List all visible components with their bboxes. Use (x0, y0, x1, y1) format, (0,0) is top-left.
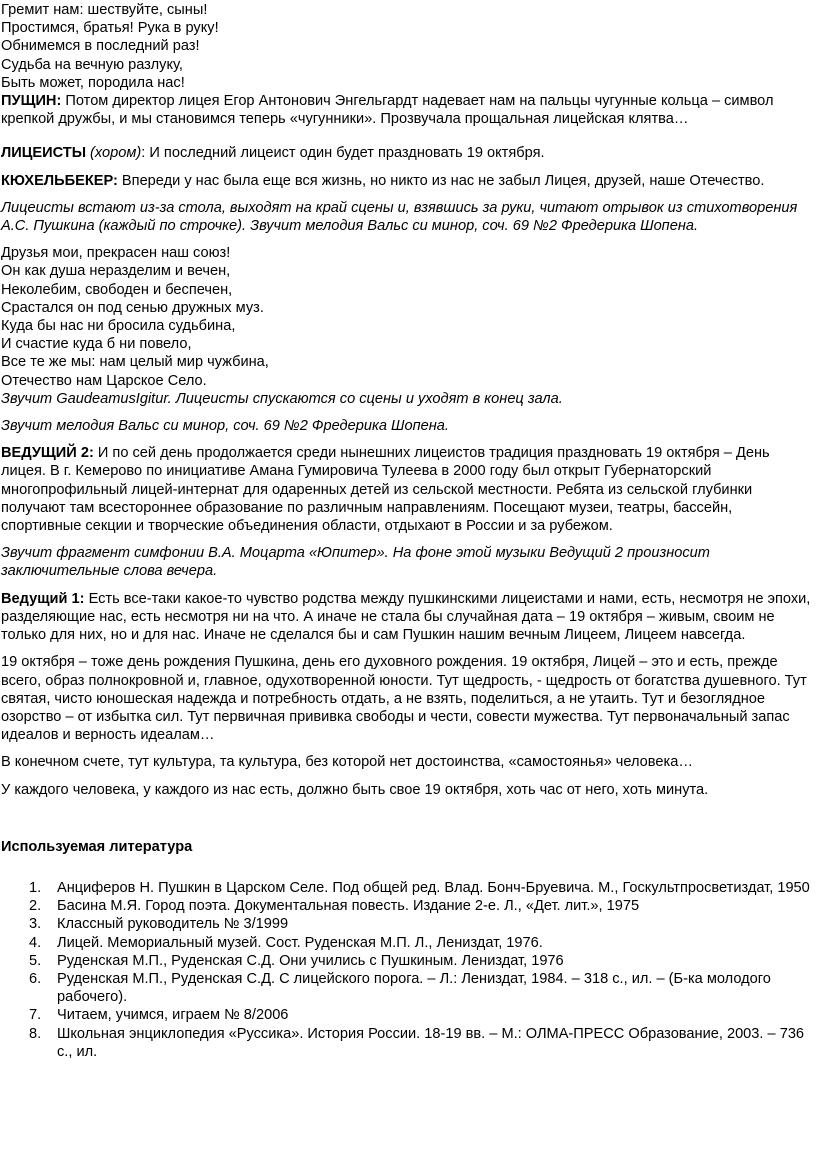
paragraph-kyuhelbeker (1, 172, 813, 190)
list-number: 8. (29, 1025, 42, 1042)
poem-line: Срастался он под сенью дружных муз. (1, 299, 264, 316)
poem-line: Друзья мои, прекрасен наш союз! (1, 245, 231, 262)
list-item (1, 970, 813, 1006)
paragraph-19-october: 19 октября – тоже день рождения Пушкина, день его духовного рождения. 19 октября, Лицей – это и есть, прежде всего, образ полнокровной и, главное, одухотворенной юности. Тут щедрость, - щедрость от богатства душевного. Тут святая, чисто юношеская надежда и потребность отдать, а не взять, поделиться, а не утаить. Тут и безоглядное озорство – от избытка сил. Тут первичная прививка свободы и чести, совести мужества. Тут первоначальный запас идеалов и верность идеалам… (1, 654, 807, 744)
literature-list (1, 879, 813, 1061)
speaker-name: КЮХЕЛЬБЕКЕР: (1, 172, 118, 189)
paragraph-liceisty (1, 144, 813, 162)
list-item (1, 1025, 813, 1061)
poem-line: Гремит нам: шествуйте, сыны! (1, 2, 208, 18)
speaker-name: ВЕДУЩИЙ 2: (1, 445, 94, 462)
poem-line: Быть может, породила нас! (1, 74, 185, 91)
poem-line: И счастие куда б ни повело, (1, 336, 192, 353)
list-number: 6. (29, 970, 42, 987)
speaker-name: ЛИЦЕИСТЫ (1, 145, 86, 162)
speaker-name: ПУЩИН: (1, 93, 62, 110)
poem-line: Все те же мы: нам целый мир чужбина, (1, 354, 269, 371)
list-item-text: Басина М.Я. Город поэта. Документальная повесть. Издание 2-е. Л., «Дет. лит.», 1975 (57, 898, 640, 915)
list-number: 5. (29, 952, 42, 969)
poem-line: Неколебим, свободен и беспечен, (1, 281, 233, 298)
poem-line: Куда бы нас ни бросила судьбина, (1, 318, 236, 335)
list-number: 7. (29, 1007, 42, 1024)
list-item (1, 879, 813, 897)
stage-direction-3: Звучит мелодия Вальс си минор, соч. 69 №2 Фредерика Шопена. (1, 418, 449, 435)
speech-text: Впереди у нас была еще вся жизнь, но никто из нас не забыл Лицея, друзей, наше Отечество. (117, 172, 765, 189)
speech-text: И по сей день продолжается среди нынешних лицеистов традиция праздновать 19 октября – День лицея. В г. Кемерово по инициативе Амана Гумировича Тулеева в 2000 году был открыт Губернаторский многопрофильный лицей-интернат для одаренных детей из сельской местности. Ребята из сельской глубинки получают там всестороннее образование по различным направлениям. Посещают музеи, театры, бассейн, спортивные секции и творческие объединения области, отдыхают в России и за рубежом. (1, 445, 770, 535)
stage-direction-4: Звучит фрагмент симфонии В.А. Моцарта «Юпитер». На фоне этой музыки Ведущий 2 произносит заключительные слова вечера. (1, 545, 710, 580)
list-number: 2. (29, 898, 42, 915)
stage-direction-1: Лицеисты встают из-за стола, выходят на край сцены и, взявшись за руки, читают отрывок из стихотворения А.С. Пушкина (каждый по строчке). Звучит мелодия Вальс си минор, соч. 69 №2 Фредерика Шопена. (1, 199, 798, 235)
poem-verse-2 (1, 244, 813, 390)
list-item (1, 934, 813, 952)
speech-text: Есть все-таки какое-то чувство родства между пушкинскими лицеистами и нами, есть, несмотря не эпохи, разделяющие нас, есть несмотря ни на что. А иначе не стала бы случайная дата – 19 октября – живым, своим не только для них, но и для нас. Иначе не сделался бы и сам Пушкин нашим вечным Лицеем, Лицеем навсегда. (1, 590, 811, 644)
stage-note: (хором) (86, 145, 142, 162)
stage-direction-2: Звучит GaudeamusIgitur. Лицеисты спускаются со сцены и уходят в конец зала. (1, 390, 563, 407)
speech-text: Потом директор лицея Егор Антонович Энгельгардт надевает нам на пальцы чугунные кольца – символ крепкой дружбы, и мы становимся теперь «чугунники». Прозвучала прощальная лицейская клятва… (1, 93, 774, 128)
list-item-text: Классный руководитель № 3/1999 (57, 916, 289, 933)
paragraph-vedushchiy-2 (1, 444, 813, 535)
paragraph-vedushchiy-1 (1, 590, 813, 645)
list-item (1, 1006, 813, 1024)
paragraph-pushchin (1, 92, 813, 128)
list-item-text: Лицей. Мемориальный музей. Сост. Руденская М.П. Л., Лениздат, 1976. (57, 934, 543, 951)
poem-line: Простимся, братья! Рука в руку! (1, 20, 219, 37)
list-item (1, 952, 813, 970)
list-item-text: Руденская М.П., Руденская С.Д. Они учились с Пушкиным. Лениздат, 1976 (57, 952, 564, 969)
list-item-text: Руденская М.П., Руденская С.Д. С лицейского порога. – Л.: Лениздат, 1984. – 318 с., ил. – (Б-ка молодого рабочего). (57, 970, 771, 1006)
list-number: 4. (29, 934, 42, 951)
paragraph-every-person: У каждого человека, у каждого из нас есть, должно быть свое 19 октября, хоть час от него, хоть минута. (1, 781, 709, 798)
list-number: 3. (29, 916, 42, 933)
poem-line: Отечество нам Царское Село. (1, 372, 207, 389)
literature-heading: Используемая литература (1, 838, 193, 855)
poem-verse-1 (1, 1, 813, 92)
list-item (1, 897, 813, 915)
list-number: 1. (29, 879, 42, 896)
speech-text: : И последний лицеист один будет праздновать 19 октября. (141, 145, 545, 162)
list-item-text: Анциферов Н. Пушкин в Царском Селе. Под общей ред. Влад. Бонч-Бруевича. М., Госкультпросветиздат, 1950 (57, 879, 810, 896)
poem-line: Судьба на вечную разлуку, (1, 56, 183, 73)
speaker-name: Ведущий 1: (1, 590, 85, 607)
document-page (1, 1, 813, 1061)
list-item (1, 915, 813, 933)
list-item-text: Школьная энциклопедия «Руссика». История России. 18-19 вв. – М.: ОЛМА-ПРЕСС Образование, 2003. – 736 с., ил. (57, 1025, 805, 1060)
list-item-text: Читаем, учимся, играем № 8/2006 (57, 1007, 289, 1024)
poem-line: Обнимемся в последний раз! (1, 38, 200, 55)
poem-line: Он как душа неразделим и вечен, (1, 263, 231, 280)
paragraph-culture: В конечном счете, тут культура, та культура, без которой нет достоинства, «самостоянья» человека… (1, 754, 693, 771)
